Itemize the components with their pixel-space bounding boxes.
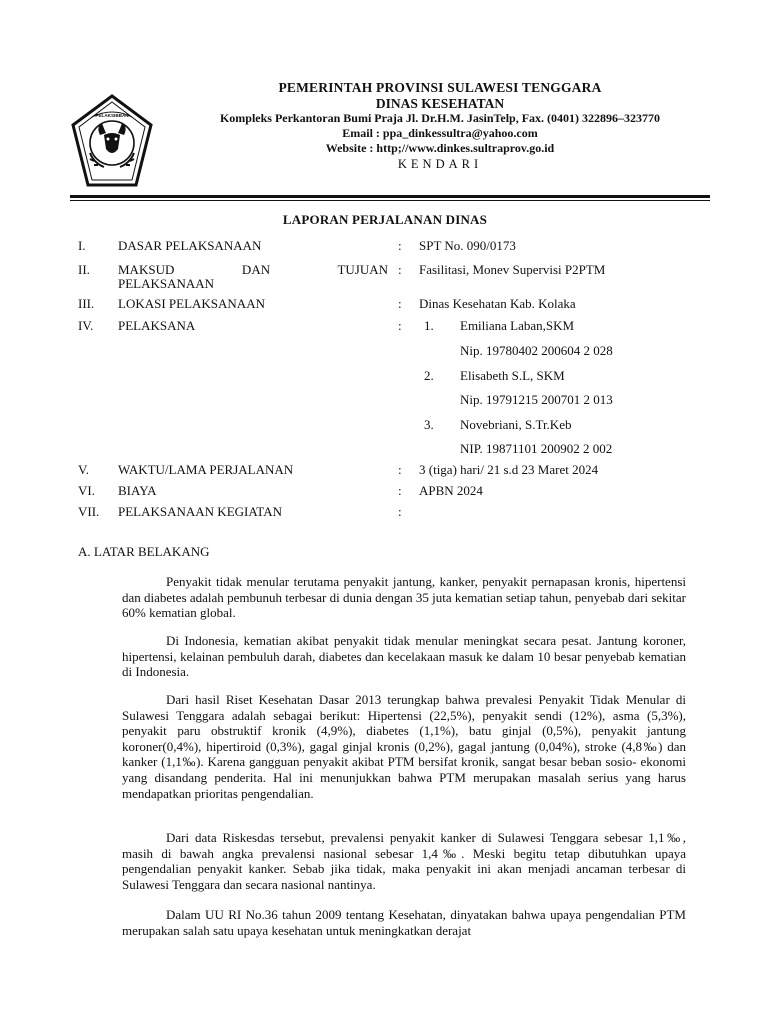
letterhead-email: Email : ppa_dinkessultra@yahoo.com — [342, 126, 538, 140]
paragraph-2: Di Indonesia, kematian akibat penyakit tidak menular meningkat secara pesat. Jantung koroner, hipertensi, kelainan pembuluh darah, diabetes dan kecelakaan masuk ke dalam 10 besar penyebab kematian di Indonesia. — [122, 633, 686, 680]
row-colon: : — [398, 318, 402, 333]
row-number: VI. — [78, 483, 95, 498]
letterhead-divider-thin — [70, 200, 710, 201]
row-label: LOKASI PELAKSANAAN — [118, 296, 265, 311]
paragraph-3: Dari hasil Riset Kesehatan Dasar 2013 terungkap bahwa prevalesi Penyakit Tidak Menular di Sulawesi Tenggara adalah sebagai berikut: Hipertensi (22,5%), penyakit sendi (12%), asma (5,3%), penyakit paru obstruktif kronik (4,9%), diabetes (1,1%), batu ginjal (0,5%), penyakit jantung koroner(0,4%), hipertiroid (0,3%), gagal ginjal kronis (0,2%), gagal jantung (0,04%), stroke (4,8‰) dan kanker (1,1‰). Karena gangguan penyakit akibat PTM bersifat kronik, sangat besar beban sosio- ekonomi yang disandang penderita. Hal ini menunjukkan bahwa PTM merupakan masalah serius yang harus mendapatkan prioritas pengendalian. — [122, 692, 686, 801]
row-colon: : — [398, 238, 402, 253]
row-label-line1: MAKSUD DAN TUJUAN — [118, 262, 388, 277]
pelaksana-nip: NIP. 19871101 200902 2 002 — [460, 441, 613, 456]
row-label: PELAKSANA — [118, 318, 196, 333]
letterhead-address: Kompleks Perkantoran Bumi Praja Jl. Dr.H.M. JasinTelp, Fax. (0401) 322896–323770 — [219, 111, 661, 125]
paragraph-5: Dalam UU RI No.36 tahun 2009 tentang Kesehatan, dinyatakan bahwa upaya pengendalian PTM merupakan salah satu upaya kesehatan untuk meningkatkan derajat — [122, 907, 686, 938]
letterhead-government: PEMERINTAH PROVINSI SULAWESI TENGGARA — [278, 80, 602, 95]
pelaksana-number: 2. — [424, 368, 434, 383]
row-value: APBN 2024 — [419, 483, 483, 498]
province-emblem-logo — [70, 93, 154, 189]
row-value: SPT No. 090/0173 — [419, 238, 516, 253]
row-colon: : — [398, 504, 402, 519]
letterhead-divider-thick — [70, 195, 710, 198]
row-label: PELAKSANAAN KEGIATAN — [118, 504, 282, 519]
row-value: 3 (tiga) hari/ 21 s.d 23 Maret 2024 — [419, 462, 599, 477]
logo-motto: PELAKSIBBAN — [95, 113, 129, 118]
row-number: III. — [78, 296, 95, 311]
section-heading: A. LATAR BELAKANG — [78, 544, 210, 559]
row-colon: : — [398, 262, 402, 277]
letterhead-city: KENDARI — [397, 157, 483, 171]
row-number: VII. — [78, 504, 100, 519]
row-number: IV. — [78, 318, 94, 333]
row-label: BIAYA — [118, 483, 157, 498]
row-label: WAKTU/LAMA PERJALANAN — [118, 462, 294, 477]
row-number: I. — [78, 238, 86, 253]
paragraph-4: Dari data Riskesdas tersebut, prevalensi penyakit kanker di Sulawesi Tenggara sebesar 1,1‰, masih di bawah angka prevalensi nasional sebesar 1,4‰. Meski begitu tetap dibutuhkan upaya pengendalian penyakit kanker. Sebab jika tidak, maka penyakit ini akan menjadi ancaman terbesar di Sulawesi Tenggara dan secara nasional nantinya. — [122, 830, 686, 892]
row-colon: : — [398, 296, 402, 311]
document-title: LAPORAN PERJALANAN DINAS — [282, 212, 488, 227]
row-colon: : — [398, 483, 402, 498]
paragraph-1: Penyakit tidak menular terutama penyakit jantung, kanker, penyakit pernapasan kronis, hipertensi dan diabetes adalah pembunuh terbesar di dunia dengan 35 juta kematian setiap tahun, penyebab dari sekitar 60% kematian global. — [122, 574, 686, 621]
pelaksana-name: Elisabeth S.L, SKM — [460, 368, 565, 383]
row-colon: : — [398, 462, 402, 477]
pelaksana-name: Novebriani, S.Tr.Keb — [460, 417, 572, 432]
row-value: Dinas Kesehatan Kab. Kolaka — [419, 296, 576, 311]
letterhead-agency: DINAS KESEHATAN — [375, 96, 505, 111]
row-label-line2: PELAKSANAAN — [118, 276, 215, 291]
letterhead — [160, 80, 720, 172]
row-value: Fasilitasi, Monev Supervisi P2PTM — [419, 262, 606, 277]
pelaksana-nip: Nip. 19791215 200701 2 013 — [460, 392, 613, 407]
pelaksana-nip: Nip. 19780402 200604 2 028 — [460, 343, 613, 358]
pelaksana-name: Emiliana Laban,SKM — [460, 318, 575, 333]
row-number: V. — [78, 462, 89, 477]
pelaksana-number: 1. — [424, 318, 434, 333]
pelaksana-number: 3. — [424, 417, 434, 432]
row-number: II. — [78, 262, 90, 277]
letterhead-website: Website : http;//www.dinkes.sultraprov.go.id — [325, 141, 555, 155]
row-label: DASAR PELAKSANAAN — [118, 238, 262, 253]
